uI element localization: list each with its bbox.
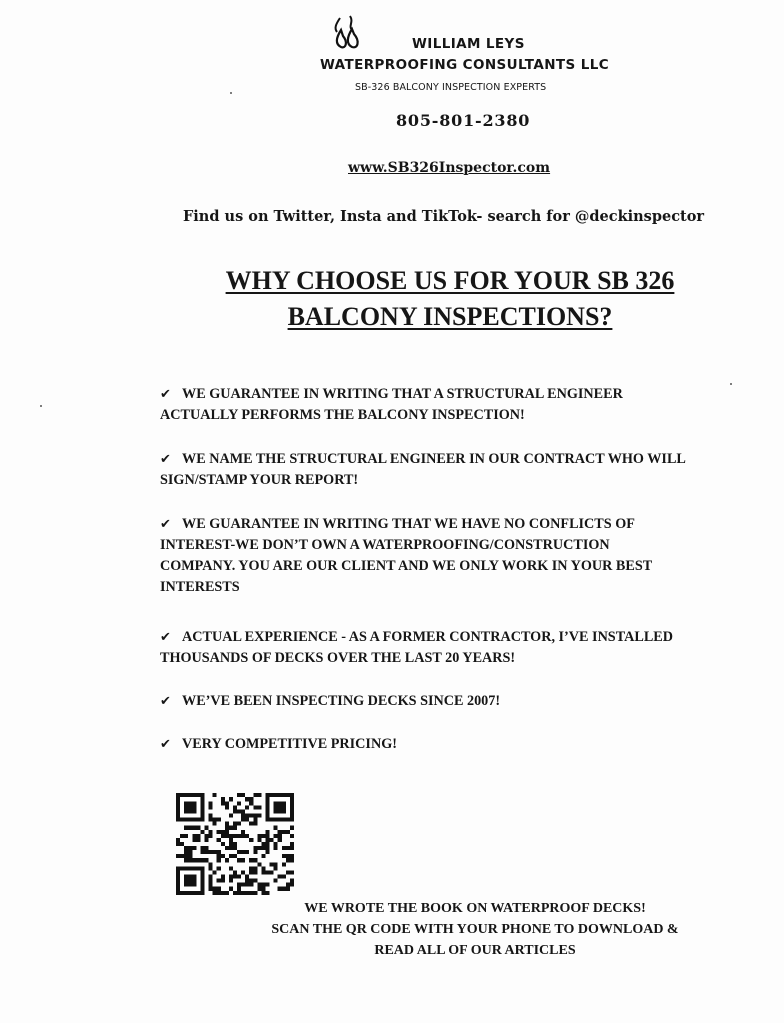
bullet-text: COMPANY. YOU ARE OUR CLIENT AND WE ONLY WORK IN YOUR BEST [160,558,653,574]
bullet-text: ACTUALLY PERFORMS THE BALCONY INSPECTION! [160,407,525,423]
footer-text [210,898,740,961]
footer-line1: WE WROTE THE BOOK ON WATERPROOF DECKS! [304,901,646,916]
phone-number: 805-801-2380 [396,111,531,130]
checkmark-icon: ✔ [160,694,171,709]
list-item [160,691,760,712]
bullet-text: VERY COMPETITIVE PRICING! [182,736,397,752]
list-item [160,734,760,755]
bullet-text: INTERESTS [160,579,240,595]
bullet-text: INTEREST-WE DON’T OWN A WATERPROOFING/CONSTRUCTION [160,537,610,553]
checkmark-icon: ✔ [160,517,171,532]
checkmark-icon: ✔ [160,452,171,467]
website-link[interactable]: www.SB326Inspector.com [348,160,551,176]
company-name-line2: WATERPROOFING CONSULTANTS LLC [320,57,610,73]
company-name-line1: WILLIAM LEYS [412,36,525,52]
list-item [160,627,760,669]
checkmark-icon: ✔ [160,387,171,402]
social-media-line: Find us on Twitter, Insta and TikTok- search for @deckinspector [183,208,705,225]
bullet-text: WE’VE BEEN INSPECTING DECKS SINCE 2007! [182,693,501,709]
company-tagline: SB-326 BALCONY INSPECTION EXPERTS [355,82,547,93]
bullet-text: WE GUARANTEE IN WRITING THAT A STRUCTURAL ENGINEER [182,386,623,402]
page-heading [150,263,750,335]
qr-code-icon[interactable] [176,792,294,896]
bullet-text: SIGN/STAMP YOUR REPORT! [160,472,359,488]
bullet-text: ACTUAL EXPERIENCE - AS A FORMER CONTRACTOR, I’VE INSTALLED [182,629,673,645]
scan-speck [730,383,732,385]
bullet-text: WE GUARANTEE IN WRITING THAT WE HAVE NO CONFLICTS OF [182,516,635,532]
footer-line3: READ ALL OF OUR ARTICLES [374,943,576,958]
list-item [160,514,760,598]
list-item [160,449,760,491]
list-item [160,384,760,426]
checkmark-icon: ✔ [160,737,171,752]
flame-drops-logo-icon [332,14,362,54]
heading-line2: BALCONY INSPECTIONS? [287,302,613,331]
scan-speck [230,92,232,94]
bullet-text: THOUSANDS OF DECKS OVER THE LAST 20 YEARS! [160,650,516,666]
scan-speck [40,405,42,407]
checkmark-icon: ✔ [160,630,171,645]
heading-line1: WHY CHOOSE US FOR YOUR SB 326 [225,266,675,295]
bullet-text: WE NAME THE STRUCTURAL ENGINEER IN OUR CONTRACT WHO WILL [182,451,686,467]
footer-line2: SCAN THE QR CODE WITH YOUR PHONE TO DOWNLOAD & [271,922,679,937]
